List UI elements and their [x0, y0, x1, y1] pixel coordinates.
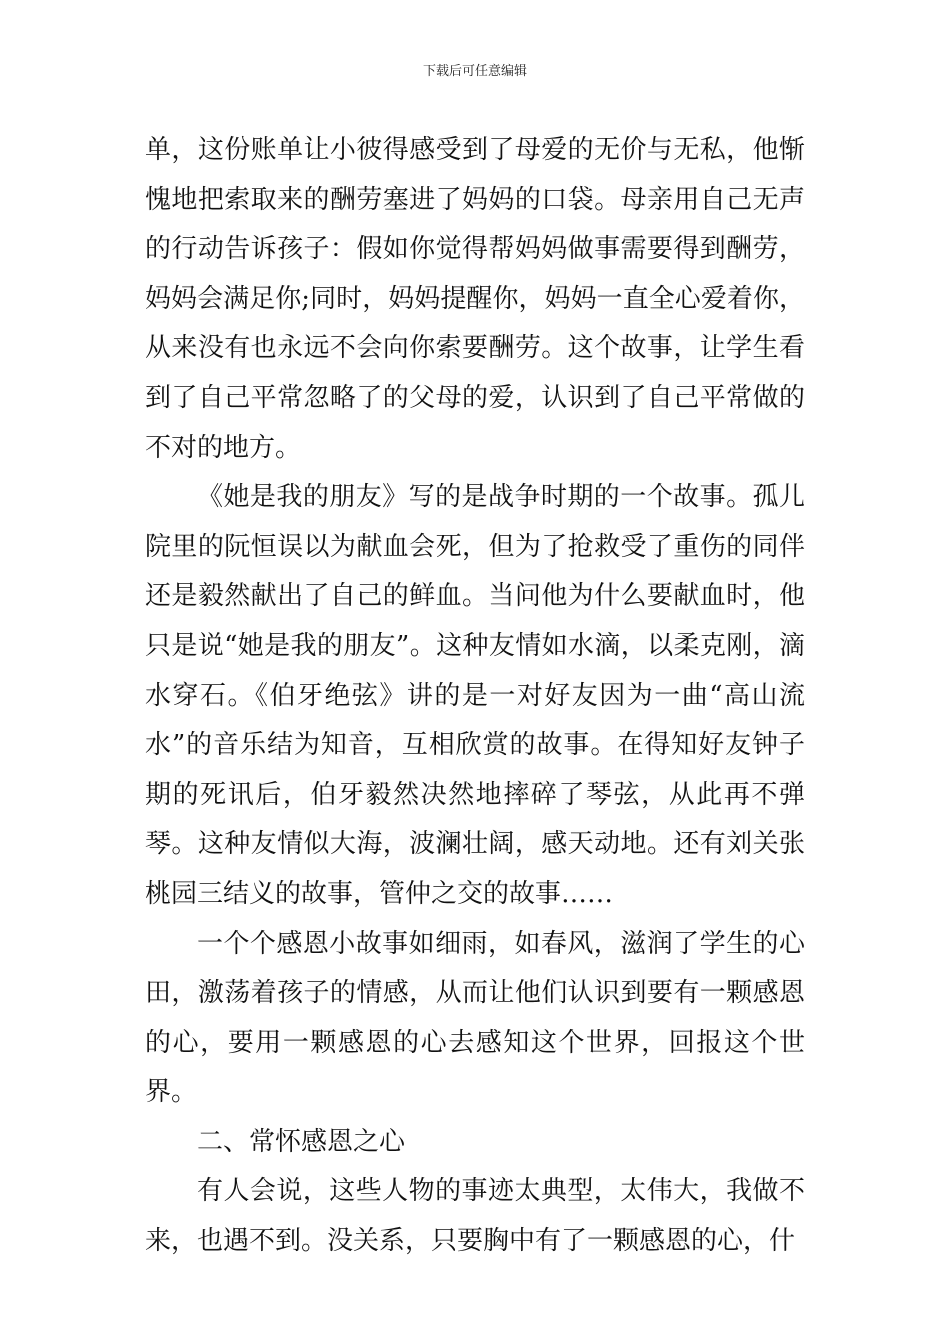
- section-heading: 二、常怀感恩之心: [197, 1126, 406, 1157]
- paragraph-2: 《她是我的朋友》写的是战争时期的一个故事。孤儿院里的阮恒误以为献血会死，但为了抢救受了重伤的同伴还是毅然献出了自己的鲜血。当问他为什么要献血时，他只是说“她是我的朋友”。这种友情如水滴，以柔克刚，滴水穿石。《伯牙绝弦》讲的是一对好友因为一曲“高山流水”的音乐结为知音，互相欣赏的故事。在得知好友钟子期的死讯后，伯牙毅然决然地摔碎了琴弦，从此再不弹琴。这种友情似大海，波澜壮阔，感天动地。还有刘关张桃园三结义的故事，管仲之交的故事……: [145, 482, 805, 909]
- paragraph-4: 有人会说，这些人物的事迹太典型，太伟大，我做不来，也遇不到。没关系，只要胸中有了一颗感恩的心，什: [145, 1176, 805, 1257]
- paragraph-3: 一个个感恩小故事如细雨，如春风，滋润了学生的心田，激荡着孩子的情感，从而让他们认识到要有一颗感恩的心，要用一颗感恩的心去感知这个世界，回报这个世界。: [145, 928, 805, 1108]
- page-header: 下载后可任意编辑: [422, 64, 527, 79]
- paragraph-1: 单，这份账单让小彼得感受到了母爱的无价与无私，他惭愧地把索取来的酬劳塞进了妈妈的口袋。母亲用自己无声的行动告诉孩子：假如你觉得帮妈妈做事需要得到酬劳，妈妈会满足你;同时，妈妈提醒你，妈妈一直全心爱着你，从来没有也永远不会向你索要酬劳。这个故事，让学生看到了自己平常忽略了的父母的爱，认识到了自己平常做的不对的地方。: [145, 135, 805, 463]
- document-body: [145, 126, 805, 1267]
